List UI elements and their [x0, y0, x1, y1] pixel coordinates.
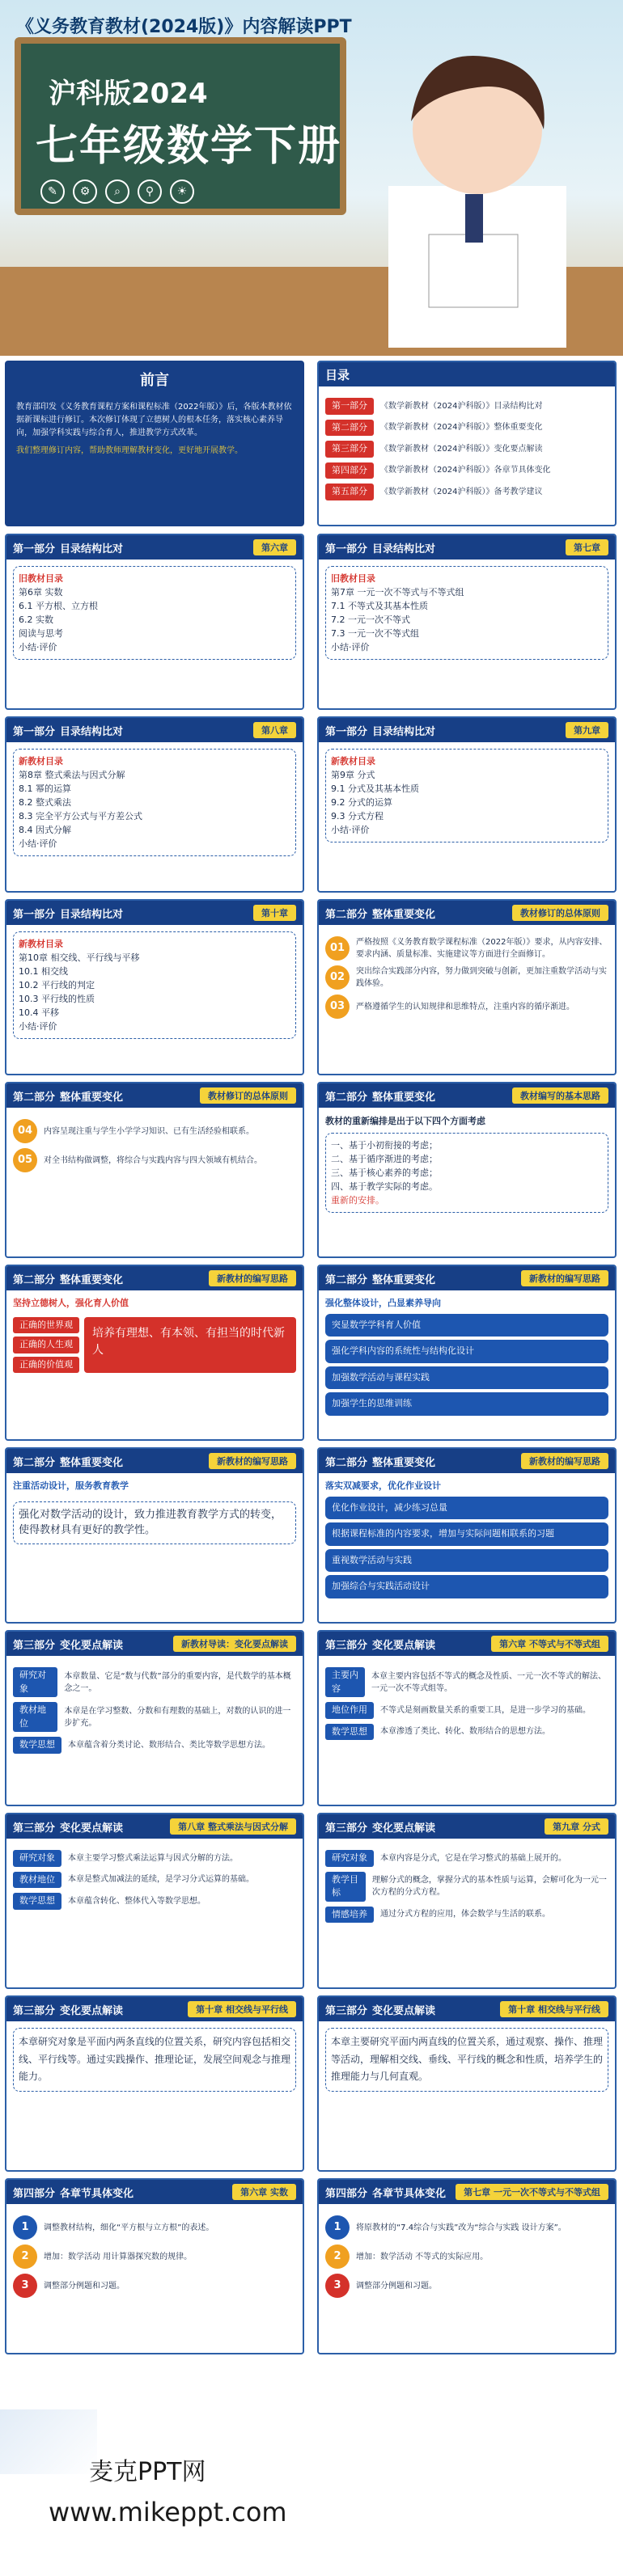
s_r-part: 第三部分	[325, 2004, 368, 2017]
s_e-title: 目录结构比对	[60, 908, 124, 921]
s_t-title: 各章节具体变化	[372, 2187, 447, 2200]
s_a-items-0: 第6章 实数	[19, 587, 63, 598]
s_f-points-1-n: 02	[325, 965, 350, 990]
s_a-items-1: 6.1 平方根、立方根	[19, 601, 98, 612]
s_d-title: 目录结构比对	[372, 725, 436, 738]
s_f-part: 第二部分	[325, 908, 368, 921]
book-icon: ✎	[40, 179, 65, 204]
s_j-items-3: 加强学生的思维训练	[325, 1392, 608, 1416]
slide-principles-1	[317, 899, 617, 1075]
s_n-title: 变化要点解读	[372, 1639, 436, 1652]
s_d-items-3: 9.3 分式方程	[331, 811, 384, 822]
cover-edition: 沪科版2024	[49, 78, 208, 110]
s_k-text: 强化对数学活动的设计，致力推进教育教学方式的转变，使得教材具有更好的教学性。	[13, 1501, 296, 1544]
s_k-part: 第二部分	[13, 1456, 56, 1469]
s_d-items-0: 第9章 分式	[331, 770, 375, 781]
s_o-rows-0-v: 本章主要学习整式乘法运算与因式分解的方法。	[68, 1853, 238, 1863]
slide-principles-2	[5, 1082, 304, 1258]
s_l-items-0: 优化作业设计，减少练习总量	[325, 1497, 608, 1520]
toc-items-2-label: 第三部分	[325, 441, 374, 458]
s_o-rows-2-k: 数学思想	[13, 1893, 61, 1910]
preface-title: 前言	[140, 372, 169, 389]
s_s-points-2-t: 调整部分例题和习题。	[44, 2281, 125, 2291]
s_f-points-2-t: 严格遵循学生的认知规律和思维特点，注重内容的循序渐进。	[356, 1002, 574, 1011]
toc-item-4[interactable]	[325, 462, 608, 479]
s_t-points-1-n: 2	[325, 2244, 350, 2269]
search-icon: ⌕	[105, 179, 129, 204]
s_f-tag: 教材修订的总体原则	[512, 905, 608, 921]
s_m-rows-0-v: 本章数量、它是“数与代数”部分的重要内容，是代数学的基本概念之一。	[64, 1671, 291, 1693]
s_j-part: 第二部分	[325, 1273, 368, 1286]
s_k-tag: 新教材的编写思路	[209, 1453, 296, 1469]
s_r-text: 本章主要研究平面内两直线的位置关系，通过观察、操作、推理等活动，理解相交线、垂线、平行线的概念和性质，培养学生的推理能力与几何直观。	[325, 2028, 608, 2092]
s_p-rows-0-v: 本章内容是分式，它是在学习整式的基础上展开的。	[380, 1853, 566, 1863]
toc-items-1-text: 《数学新教材（2024沪科版）》整体重要变化	[380, 423, 543, 433]
s_h-items-3: 四、基于教学实际的考虑。	[331, 1181, 438, 1193]
s_p-title: 变化要点解读	[372, 1822, 436, 1835]
s_a-head: 旧教材目录	[19, 573, 63, 584]
slide-structure-ch10	[5, 899, 304, 1075]
slide-keypoints-4	[317, 1813, 617, 1989]
s_l-items-2: 重视数学活动与实践	[325, 1549, 608, 1573]
s_d-head: 新教材目录	[331, 756, 375, 766]
s_c-items-3: 8.3 完全平方公式与平方差公式	[19, 811, 142, 822]
s_e-head: 新教材目录	[19, 939, 63, 949]
toc-items-2-text: 《数学新教材（2024沪科版）》变化要点解读	[380, 444, 543, 454]
s_c-items-4: 8.4 因式分解	[19, 825, 71, 836]
s_a-items-3: 阅读与思考	[19, 628, 63, 640]
s_a-items-4: 小结·评价	[19, 642, 57, 653]
cover-icons	[40, 179, 194, 204]
s_n-rows-1-k: 地位作用	[325, 1702, 374, 1719]
s_b-items-3: 7.3 一元一次不等式组	[331, 628, 419, 640]
s_m-part: 第三部分	[13, 1639, 56, 1652]
s_o-rows-1-k: 教材地位	[13, 1872, 61, 1889]
slide-idea-4	[317, 1447, 617, 1624]
s_b-title: 目录结构比对	[372, 543, 436, 555]
s_s-part: 第四部分	[13, 2187, 56, 2200]
s_j-items-2: 加强数学活动与课程实践	[325, 1366, 608, 1390]
s_d-tag: 第九章	[566, 722, 608, 738]
s_h-items-1: 二、基于循序渐进的考虑；	[331, 1154, 438, 1165]
s_t-part: 第四部分	[325, 2187, 368, 2200]
s_n-rows-1-v: 不等式是刻画数量关系的重要工具，是进一步学习的基础。	[380, 1705, 591, 1715]
gear-icon: ⚙	[73, 179, 97, 204]
s_h-items-2: 三、基于核心素养的考虑；	[331, 1168, 438, 1179]
s_e-tag: 第十章	[253, 905, 296, 921]
s_c-head: 新教材目录	[19, 756, 63, 766]
toc-item-5[interactable]	[325, 484, 608, 500]
s_p-rows-0-k: 研究对象	[325, 1850, 374, 1867]
toc-item-3[interactable]	[325, 441, 608, 458]
s_m-rows-2-v: 本章蕴含着分类讨论、数形结合、类比等数学思想方法。	[68, 1740, 270, 1750]
slide-structure-ch7	[317, 534, 617, 710]
s_s-points-1-t: 增加：数学活动 用计算器探究数的规律。	[44, 2252, 193, 2261]
s_n-rows-0-k: 主要内容	[325, 1667, 365, 1697]
s_s-tag: 第六章 实数	[232, 2184, 296, 2200]
preface-text: 教育部印发《义务教育课程方案和课程标准（2022年版）》后，各版本教材依据新课标进行修订。本次修订体现了立德树人的根本任务，落实核心素养导向，加强学科实践与综合育人，推进教学方式改革。	[16, 403, 292, 437]
s_o-title: 变化要点解读	[60, 1822, 124, 1835]
s_p-rows-2-k: 情感培养	[325, 1907, 374, 1924]
s_o-rows-0-k: 研究对象	[13, 1850, 61, 1867]
s_h-items-0: 一、基于小初衔接的考虑；	[331, 1140, 438, 1151]
s_j-title: 整体重要变化	[372, 1273, 436, 1286]
s_i-title: 整体重要变化	[60, 1273, 124, 1286]
footer-url[interactable]: www.mikeppt.com	[49, 2497, 287, 2527]
s_j-head: 强化整体设计，凸显素养导向	[325, 1298, 441, 1308]
s_b-items-0: 第7章 一元一次不等式与不等式组	[331, 587, 464, 598]
toc-title: 目录	[319, 362, 615, 386]
s_q-title: 变化要点解读	[60, 2004, 124, 2017]
s_b-items-1: 7.1 不等式及其基本性质	[331, 601, 428, 612]
s_m-rows-1-k: 教材地位	[13, 1702, 57, 1732]
s_g-points-0-n: 04	[13, 1119, 37, 1143]
s_a-part: 第一部分	[13, 543, 56, 555]
s_t-points-0-n: 1	[325, 2215, 350, 2240]
s_j-tag: 新教材的编写思路	[521, 1270, 608, 1286]
s_n-rows-2-k: 数学思想	[325, 1724, 374, 1741]
slide-keypoints-1	[5, 1630, 304, 1806]
s_q-tag: 第十章 相交线与平行线	[188, 2001, 296, 2017]
s_n-rows-2-v: 本章渗透了类比、转化、数形结合的思想方法。	[380, 1727, 550, 1737]
s_p-rows-1-v: 理解分式的概念，掌握分式的基本性质与运算，会解可化为一元一次方程的分式方程。	[371, 1876, 607, 1897]
slide-idea-1	[5, 1265, 304, 1441]
slide-structure-ch6	[5, 534, 304, 710]
s_h-note: 重新的安排。	[331, 1195, 384, 1206]
s_b-items-2: 7.2 一元一次不等式	[331, 614, 410, 626]
s_o-rows-2-v: 本章蕴含转化、整体代入等数学思想。	[68, 1896, 206, 1906]
s_m-rows-0-k: 研究对象	[13, 1667, 57, 1697]
s_k-title: 整体重要变化	[60, 1456, 124, 1469]
s_l-items-1: 根据课程标准的内容要求，增加与实际问题相联系的习题	[325, 1522, 608, 1546]
s_o-tag: 第八章 整式乘法与因式分解	[170, 1818, 296, 1835]
footer-brand: 麦克PPT网	[89, 2458, 206, 2486]
s_l-head: 落实双减要求，优化作业设计	[325, 1480, 441, 1491]
s_p-rows-2-v: 通过分式方程的应用，体会数学与生活的联系。	[380, 1910, 550, 1919]
s_d-part: 第一部分	[325, 725, 368, 738]
s_i-tags-0: 正确的世界观	[13, 1317, 79, 1334]
s_f-points-0-t: 严格按照《义务教育数学课程标准（2022年版）》要求，从内容安排、要求内涵、质量标准、实施建议等方面进行全面修订。	[356, 938, 608, 959]
slide-keypoints-5	[5, 1995, 304, 2172]
toc-items-4-label: 第五部分	[325, 484, 374, 500]
s_s-points-0-t: 调整教材结构，细化“平方根与立方根”的表述。	[44, 2223, 214, 2232]
slide-keypoints-3	[5, 1813, 304, 1989]
s_m-title: 变化要点解读	[60, 1639, 124, 1652]
toc-item-2[interactable]	[325, 420, 608, 437]
s_p-part: 第三部分	[325, 1822, 368, 1835]
s_t-points-2-n: 3	[325, 2274, 350, 2298]
slide-structure-ch9	[317, 716, 617, 893]
s_n-tag: 第六章 不等式与不等式组	[491, 1636, 608, 1652]
s_t-tag: 第七章 一元一次不等式与不等式组	[456, 2184, 608, 2200]
slide-idea-2	[317, 1265, 617, 1441]
pin-icon: ⚲	[138, 179, 162, 204]
s_c-items-5: 小结·评价	[19, 838, 57, 850]
s_b-part: 第一部分	[325, 543, 368, 555]
s_s-points-2-n: 3	[13, 2274, 37, 2298]
s_e-items-0: 第10章 相交线、平行线与平移	[19, 952, 140, 964]
s_q-text: 本章研究对象是平面内两条直线的位置关系，研究内容包括相交线、平行线等。通过实践操作、推理论证，发展空间观念与推理能力。	[13, 2028, 296, 2092]
s_d-items-1: 9.1 分式及其基本性质	[331, 783, 419, 795]
s_q-part: 第三部分	[13, 2004, 56, 2017]
s_r-tag: 第十章 相交线与平行线	[500, 2001, 608, 2017]
s_e-items-2: 10.2 平行线的判定	[19, 980, 95, 991]
s_g-tag: 教材修订的总体原则	[200, 1087, 296, 1104]
s_o-part: 第三部分	[13, 1822, 56, 1835]
toc-items-3-label: 第四部分	[325, 462, 374, 479]
s_a-title: 目录结构比对	[60, 543, 124, 555]
student-illustration	[340, 24, 607, 348]
s_i-tag: 新教材的编写思路	[209, 1270, 296, 1286]
s_k-head: 注重活动设计，服务教育教学	[13, 1480, 129, 1491]
s_j-items-0: 突显数学学科育人价值	[325, 1314, 608, 1337]
slide-structure-ch8	[5, 716, 304, 893]
s_i-tags-1: 正确的人生观	[13, 1337, 79, 1353]
s_e-items-1: 10.1 相交线	[19, 966, 68, 978]
slide-preface	[5, 361, 304, 526]
footer	[0, 2409, 623, 2576]
toc-items-0-text: 《数学新教材（2024沪科版）》目录结构比对	[380, 401, 543, 411]
s_l-items-3: 加强综合与实践活动设计	[325, 1575, 608, 1598]
s_e-items-5: 小结·评价	[19, 1021, 57, 1033]
toc-items-0-label: 第一部分	[325, 398, 374, 415]
s_a-tag: 第六章	[253, 539, 296, 555]
s_j-items-1: 强化学科内容的系统性与结构化设计	[325, 1340, 608, 1363]
s_p-tag: 第九章 分式	[545, 1818, 608, 1835]
s_i-tags-2: 正确的价值观	[13, 1357, 79, 1374]
s_r-title: 变化要点解读	[372, 2004, 436, 2017]
s_f-points-1-t: 突出综合实践部分内容，努力做到突破与创新，更加注重数学活动与实践体验。	[356, 967, 607, 988]
s_b-items-4: 小结·评价	[331, 642, 370, 653]
s_l-title: 整体重要变化	[372, 1456, 436, 1469]
s_i-head: 坚持立德树人，强化育人价值	[13, 1298, 129, 1308]
s_g-points-0-t: 内容呈现注重与学生小学学习知识、已有生活经验相联系。	[44, 1126, 254, 1136]
cover	[0, 0, 623, 356]
toc-item-1[interactable]	[325, 398, 608, 415]
s_d-items-2: 9.2 分式的运算	[331, 797, 392, 809]
slide-keypoints-6	[317, 1995, 617, 2172]
s_b-tag: 第七章	[566, 539, 608, 555]
cover-series: 《义务教育教材(2024版)》内容解读PPT	[16, 17, 352, 37]
s_t-points-1-t: 增加：数学活动 不等式的实际应用。	[356, 2252, 489, 2261]
s_h-part: 第二部分	[325, 1091, 368, 1104]
s_c-title: 目录结构比对	[60, 725, 124, 738]
s_t-points-0-t: 将原教材的“7.4综合与实践”改为“综合与实践 设计方案”。	[356, 2223, 566, 2232]
slide-keypoints-2	[317, 1630, 617, 1806]
cover-title: 七年级数学下册	[36, 122, 342, 171]
s_i-slogan: 培养有理想、有本领、有担当的时代新人	[84, 1317, 296, 1374]
toc-items-4-text: 《数学新教材（2024沪科版）》备考教学建议	[380, 487, 543, 496]
s_o-rows-1-v: 本章是整式加减法的延续，是学习分式运算的基础。	[68, 1875, 254, 1885]
s_h-title: 整体重要变化	[372, 1091, 436, 1104]
slide-chapter-ch6	[5, 2178, 304, 2354]
s_p-rows-1-k: 教学目标	[325, 1872, 366, 1902]
s_l-part: 第二部分	[325, 1456, 368, 1469]
s_c-items-2: 8.2 整式乘法	[19, 797, 71, 809]
s_e-items-4: 10.4 平移	[19, 1007, 59, 1019]
s_g-part: 第二部分	[13, 1091, 56, 1104]
s_h-lead: 教材的重新编排是出于以下四个方面考虑	[325, 1116, 485, 1126]
s_e-items-3: 10.3 平行线的性质	[19, 994, 95, 1005]
s_t-points-2-t: 调整部分例题和习题。	[356, 2281, 437, 2291]
s_n-part: 第三部分	[325, 1639, 368, 1652]
slide-idea-3	[5, 1447, 304, 1624]
slide-chapter-ch7	[317, 2178, 617, 2354]
toc-items-3-text: 《数学新教材（2024沪科版）》各章节具体变化	[380, 466, 551, 475]
s_g-points-1-n: 05	[13, 1148, 37, 1172]
slide-toc	[317, 361, 617, 526]
slide-thinking	[317, 1082, 617, 1258]
s_c-items-1: 8.1 幂的运算	[19, 783, 71, 795]
s_c-part: 第一部分	[13, 725, 56, 738]
s_n-rows-0-v: 本章主要内容包括不等式的概念及性质、一元一次不等式的解法、一元一次不等式组等。	[371, 1671, 607, 1693]
s_s-points-0-n: 1	[13, 2215, 37, 2240]
s_m-tag: 新教材导读：变化要点解读	[173, 1636, 296, 1652]
bulb-icon: ☀	[170, 179, 194, 204]
s_f-points-0-n: 01	[325, 936, 350, 961]
toc-list	[319, 386, 615, 512]
s_m-rows-2-k: 数学思想	[13, 1737, 61, 1754]
s_s-points-1-n: 2	[13, 2244, 37, 2269]
s_d-items-4: 小结·评价	[331, 825, 370, 836]
s_b-head: 旧教材目录	[331, 573, 375, 584]
s_c-items-0: 第8章 整式乘法与因式分解	[19, 770, 125, 781]
s_c-tag: 第八章	[253, 722, 296, 738]
s_f-title: 整体重要变化	[372, 908, 436, 921]
toc-items-1-label: 第二部分	[325, 420, 374, 437]
s_s-title: 各章节具体变化	[60, 2187, 134, 2200]
s_g-points-1-t: 对全书结构做调整，将综合与实践内容与四大领域有机结合。	[44, 1155, 262, 1165]
s_a-items-2: 6.2 实数	[19, 614, 53, 626]
preface-highlight: 我们整理修订内容，帮助教师理解教材变化，更好地开展教学。	[16, 446, 243, 455]
s_h-tag: 教材编写的基本思路	[512, 1087, 608, 1104]
s_f-points-2-n: 03	[325, 995, 350, 1019]
s_l-tag: 新教材的编写思路	[521, 1453, 608, 1469]
s_m-rows-1-v: 本章是在学习整数、分数和有理数的基础上，对数的认识的进一步扩充。	[64, 1706, 291, 1728]
s_i-part: 第二部分	[13, 1273, 56, 1286]
s_g-title: 整体重要变化	[60, 1091, 124, 1104]
s_e-part: 第一部分	[13, 908, 56, 921]
